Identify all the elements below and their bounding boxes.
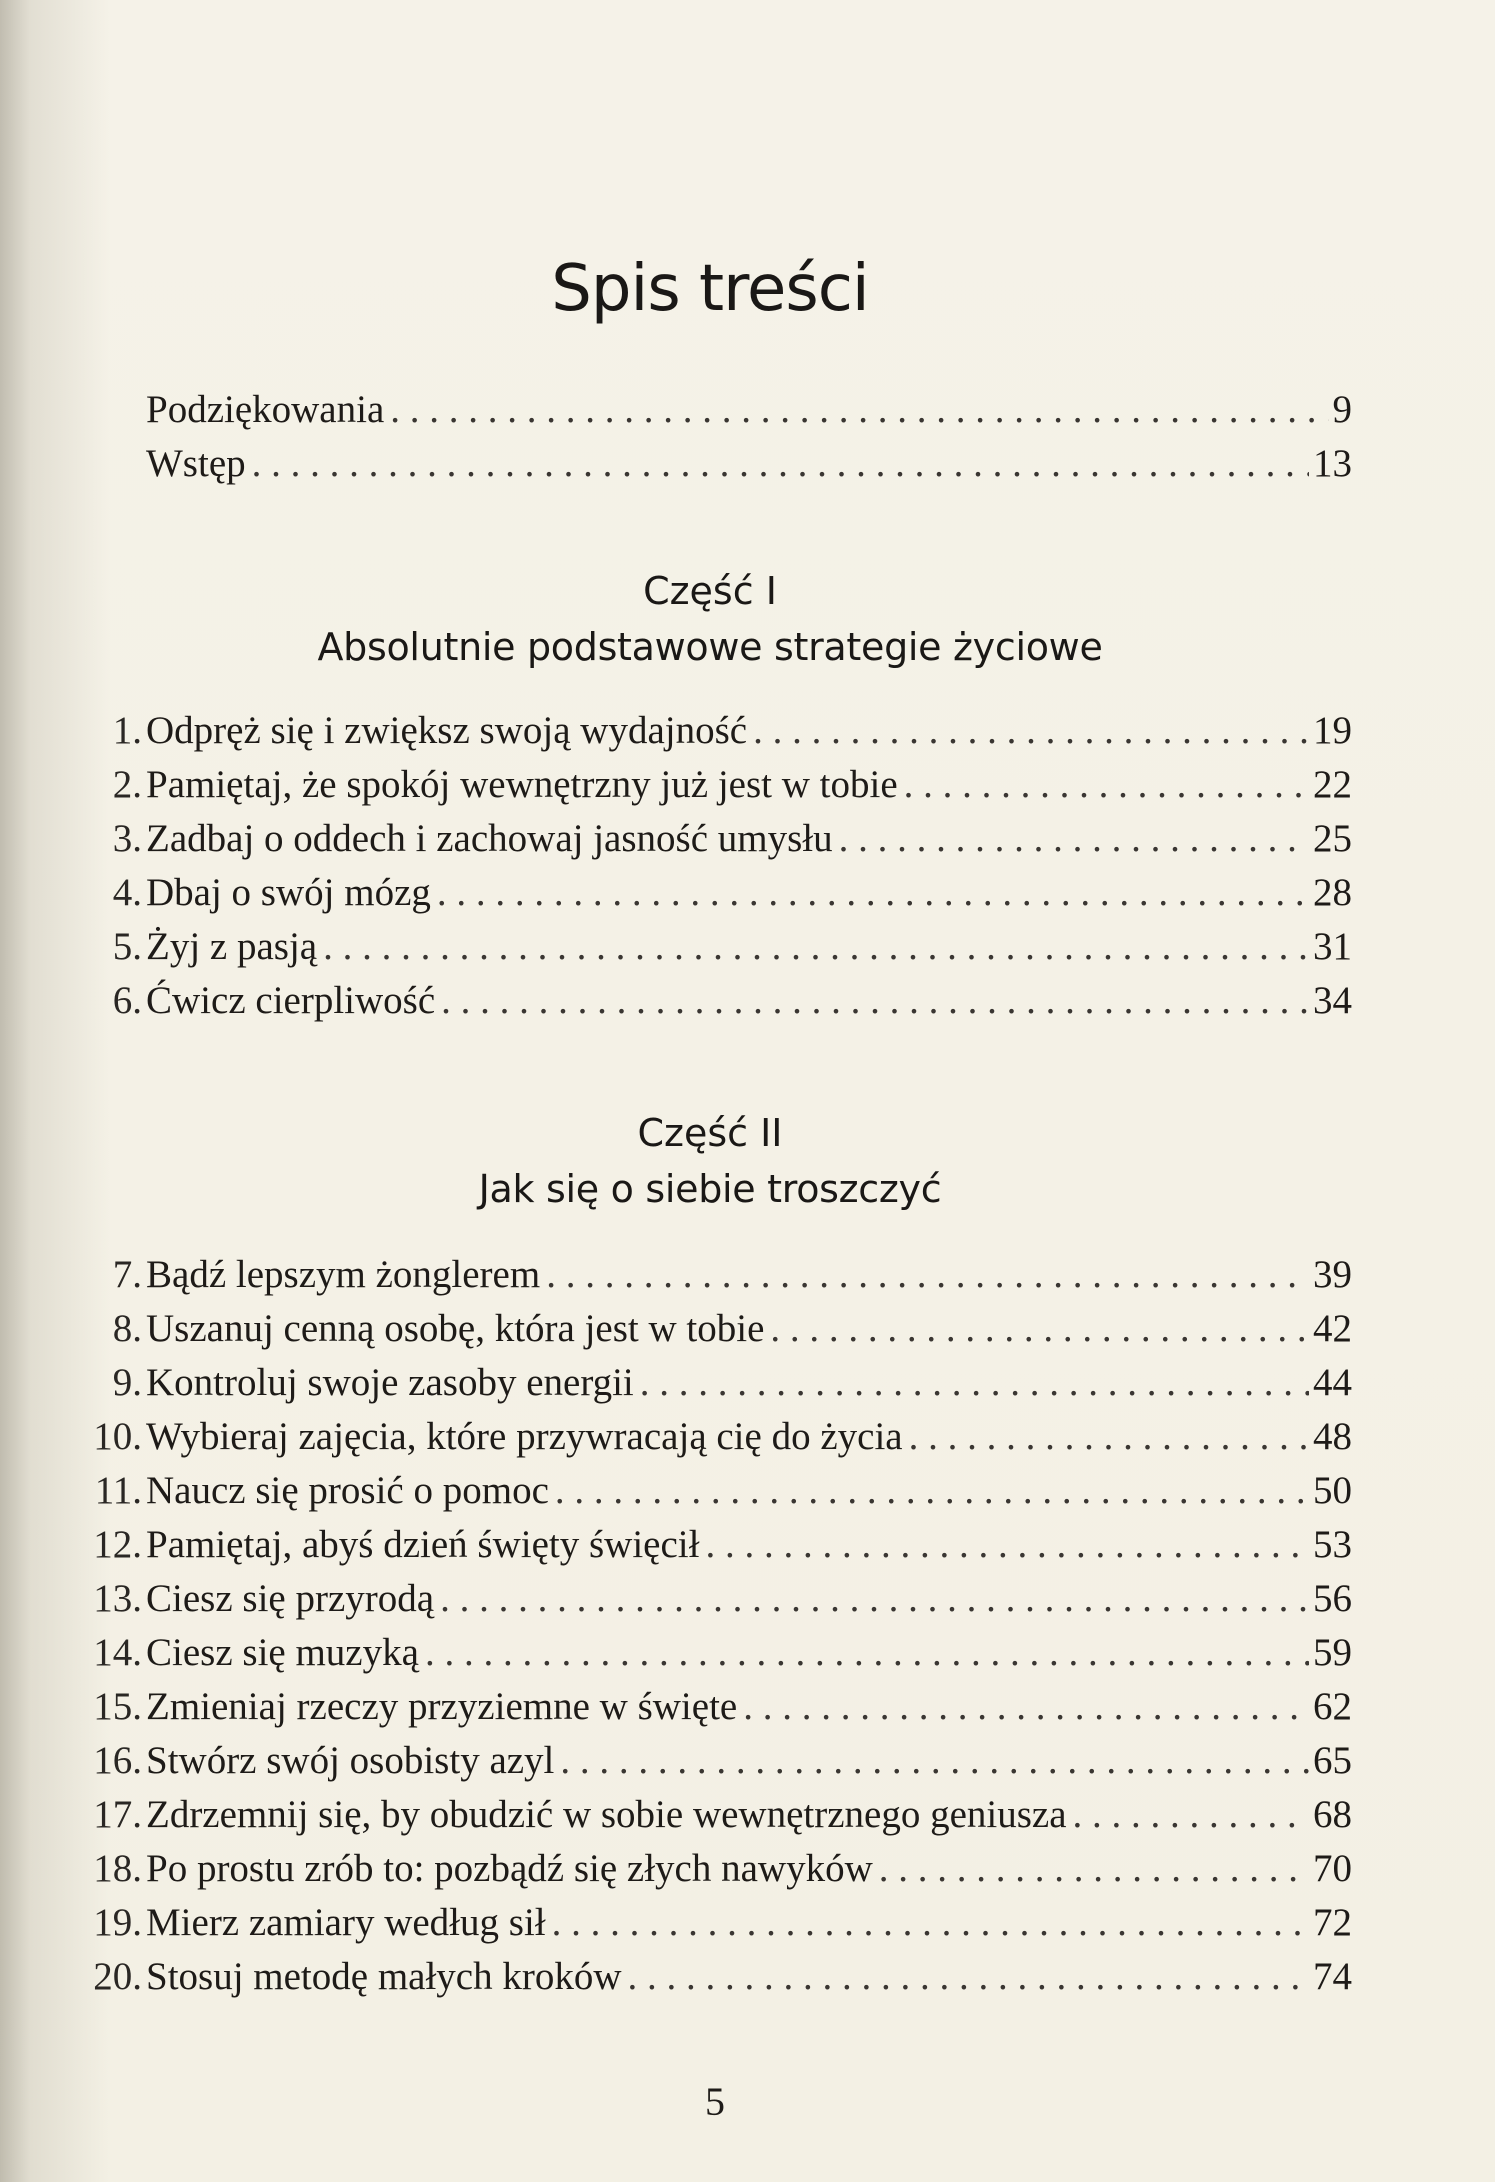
dot-leader xyxy=(440,1572,1309,1626)
toc-chapter xyxy=(0,1302,1495,1356)
chapter-number: 8. xyxy=(112,1307,142,1350)
chapter-title: Stosuj metodę małych kroków xyxy=(146,1955,622,1998)
toc-chapter xyxy=(0,1248,1495,1302)
dot-leader xyxy=(879,1842,1309,1896)
part-title: Jak się o siebie troszczyć xyxy=(478,1167,942,1211)
dot-leader xyxy=(628,1950,1309,2004)
toc-entry-label: Podziękowania xyxy=(146,388,385,431)
chapter-number: 1. xyxy=(112,709,142,752)
toc-chapter xyxy=(0,1896,1495,1950)
dot-leader xyxy=(640,1356,1309,1410)
chapter-title: Naucz się prosić o pomoc xyxy=(146,1469,549,1512)
toc-chapter xyxy=(0,1518,1495,1572)
chapter-page: 28 xyxy=(1313,871,1352,914)
dot-leader xyxy=(839,812,1309,866)
dot-leader xyxy=(437,866,1309,920)
chapter-title: Pamiętaj, że spokój wewnętrzny już jest w tobie xyxy=(146,763,898,806)
page-number: 5 xyxy=(705,2079,725,2124)
chapter-page: 50 xyxy=(1313,1469,1352,1512)
chapter-number: 9. xyxy=(112,1361,142,1404)
dot-leader xyxy=(546,1248,1309,1302)
chapter-page: 44 xyxy=(1313,1361,1352,1404)
dot-leader xyxy=(390,383,1328,437)
dot-leader xyxy=(552,1896,1309,1950)
chapter-number: 15. xyxy=(93,1685,142,1728)
dot-leader xyxy=(560,1734,1309,1788)
dot-leader xyxy=(705,1518,1309,1572)
dot-leader xyxy=(904,758,1309,812)
toc-chapter xyxy=(0,1410,1495,1464)
chapter-number: 12. xyxy=(93,1523,142,1566)
toc-chapter xyxy=(0,1734,1495,1788)
chapter-page: 72 xyxy=(1313,1901,1352,1944)
chapter-number: 2. xyxy=(112,763,142,806)
chapter-number: 13. xyxy=(93,1577,142,1620)
dot-leader xyxy=(252,437,1309,491)
chapter-page: 59 xyxy=(1313,1631,1352,1674)
part-label: Część II xyxy=(637,1111,783,1155)
toc-chapter xyxy=(0,920,1495,974)
chapter-page: 48 xyxy=(1313,1415,1352,1458)
dot-leader xyxy=(323,920,1309,974)
chapter-number: 19. xyxy=(93,1901,142,1944)
chapter-page: 70 xyxy=(1313,1847,1352,1890)
chapter-number: 4. xyxy=(112,871,142,914)
chapter-number: 17. xyxy=(93,1793,142,1836)
toc-chapter xyxy=(0,974,1495,1028)
dot-leader xyxy=(555,1464,1309,1518)
chapter-title: Po prostu zrób to: pozbądź się złych nawyków xyxy=(146,1847,873,1890)
toc-chapter xyxy=(0,1950,1495,2004)
part-title: Absolutnie podstawowe strategie życiowe xyxy=(317,625,1103,669)
chapter-title: Dbaj o swój mózg xyxy=(146,871,431,914)
chapter-title: Mierz zamiary według sił xyxy=(146,1901,546,1944)
chapter-title: Ciesz się przyrodą xyxy=(146,1577,435,1620)
dot-leader xyxy=(441,974,1309,1028)
chapter-page: 56 xyxy=(1313,1577,1352,1620)
toc-entry-acknowledgements xyxy=(0,383,1495,437)
dot-leader xyxy=(770,1302,1309,1356)
chapter-page: 42 xyxy=(1313,1307,1352,1350)
chapter-page: 68 xyxy=(1313,1793,1352,1836)
chapter-number: 7. xyxy=(112,1253,142,1296)
chapter-number: 18. xyxy=(93,1847,142,1890)
toc-chapter xyxy=(0,1572,1495,1626)
dot-leader xyxy=(743,1680,1309,1734)
toc-entry-page: 13 xyxy=(1313,442,1352,485)
chapter-title: Ćwicz cierpliwość xyxy=(146,979,436,1022)
chapter-title: Wybieraj zajęcia, które przywracają cię do życia xyxy=(146,1415,903,1458)
chapter-title: Żyj z pasją xyxy=(146,925,318,968)
chapter-title: Ciesz się muzyką xyxy=(146,1631,419,1674)
toc-entry-page: 9 xyxy=(1332,388,1352,431)
dot-leader xyxy=(753,704,1309,758)
part-heading-1 xyxy=(0,563,1420,675)
chapter-page: 22 xyxy=(1313,763,1352,806)
chapter-title: Zmieniaj rzeczy przyziemne w święte xyxy=(146,1685,738,1728)
toc-chapter xyxy=(0,1464,1495,1518)
chapter-number: 16. xyxy=(93,1739,142,1782)
chapter-page: 34 xyxy=(1313,979,1352,1022)
dot-leader xyxy=(1073,1788,1309,1842)
chapter-page: 53 xyxy=(1313,1523,1352,1566)
chapter-number: 3. xyxy=(112,817,142,860)
chapter-title: Stwórz swój osobisty azyl xyxy=(146,1739,555,1782)
chapter-page: 74 xyxy=(1313,1955,1352,1998)
chapter-number: 11. xyxy=(94,1469,142,1512)
chapter-number: 14. xyxy=(93,1631,142,1674)
toc-chapter xyxy=(0,758,1495,812)
part-label: Część I xyxy=(643,569,777,613)
toc-entry-introduction xyxy=(0,437,1495,491)
chapter-page: 39 xyxy=(1313,1253,1352,1296)
dot-leader xyxy=(909,1410,1309,1464)
chapter-title: Bądź lepszym żonglerem xyxy=(146,1253,541,1296)
chapter-page: 62 xyxy=(1313,1685,1352,1728)
chapter-number: 20. xyxy=(93,1955,142,1998)
toc-chapter xyxy=(0,866,1495,920)
toc-chapter xyxy=(0,812,1495,866)
toc-chapter xyxy=(0,1626,1495,1680)
chapter-number: 6. xyxy=(112,979,142,1022)
chapter-page: 25 xyxy=(1313,817,1352,860)
chapter-title: Odpręż się i zwiększ swoją wydajność xyxy=(146,709,748,752)
chapter-number: 10. xyxy=(93,1415,142,1458)
toc-chapter xyxy=(0,1842,1495,1896)
page-title: Spis treści xyxy=(551,252,869,326)
chapter-page: 65 xyxy=(1313,1739,1352,1782)
chapter-number: 5. xyxy=(112,925,142,968)
toc-chapter xyxy=(0,1356,1495,1410)
toc-chapter xyxy=(0,704,1495,758)
dot-leader xyxy=(425,1626,1309,1680)
toc-chapter xyxy=(0,1788,1495,1842)
chapter-title: Zdrzemnij się, by obudzić w sobie wewnętrznego geniusza xyxy=(146,1793,1067,1836)
chapter-title: Zadbaj o oddech i zachowaj jasność umysłu xyxy=(146,817,833,860)
chapter-title: Pamiętaj, abyś dzień święty święcił xyxy=(146,1523,700,1566)
toc-entry-label: Wstęp xyxy=(146,442,246,485)
chapter-title: Uszanuj cenną osobę, która jest w tobie xyxy=(146,1307,765,1350)
toc-chapter xyxy=(0,1680,1495,1734)
chapter-title: Kontroluj swoje zasoby energii xyxy=(146,1361,634,1404)
part-heading-2 xyxy=(0,1105,1420,1217)
chapter-page: 19 xyxy=(1313,709,1352,752)
chapter-page: 31 xyxy=(1313,925,1352,968)
